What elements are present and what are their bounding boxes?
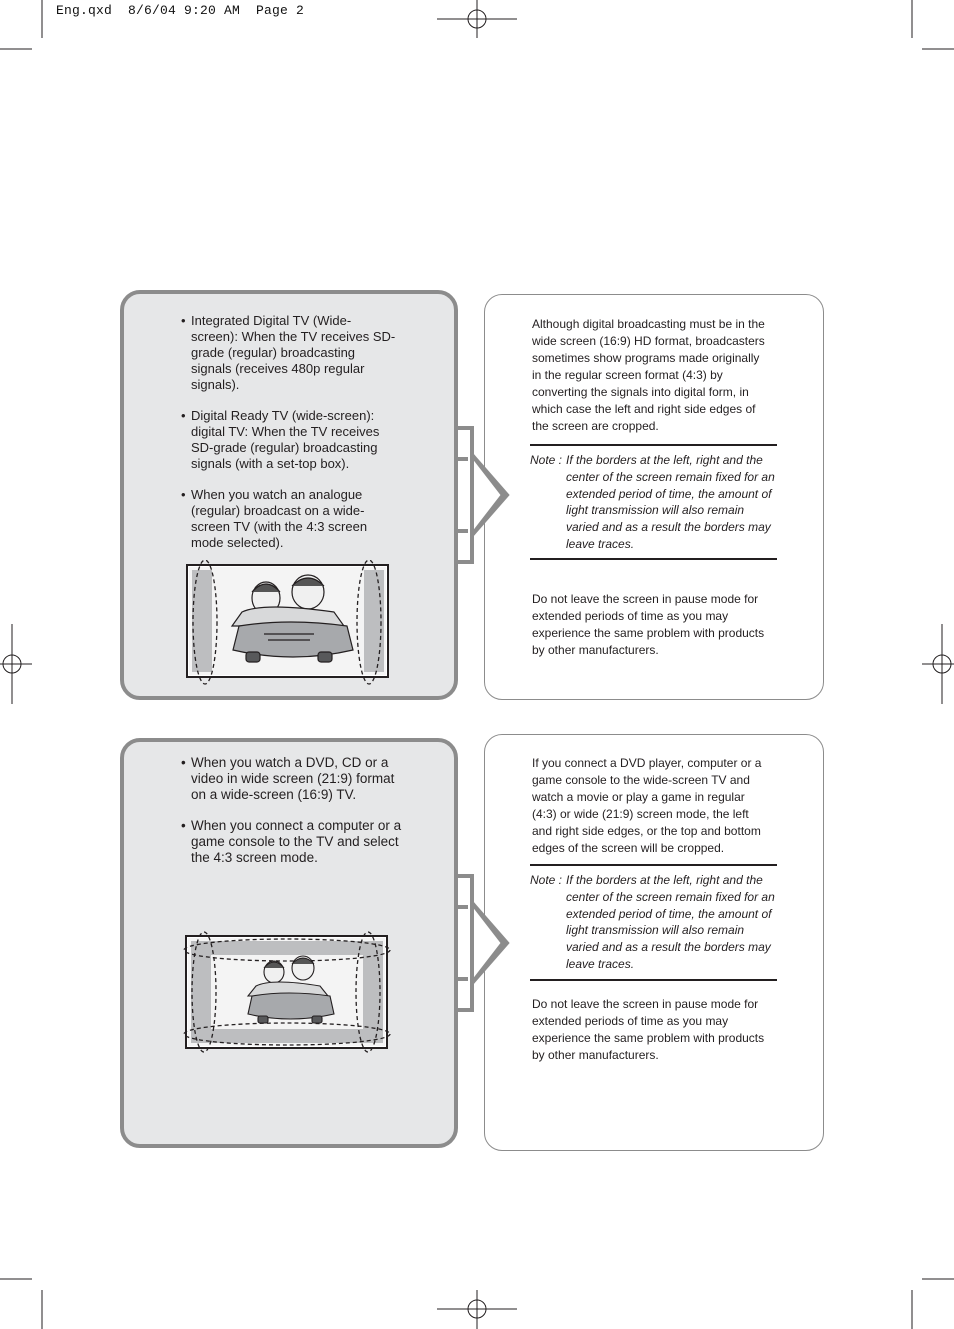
arrow-right-icon: [452, 425, 512, 565]
section1-body-text: Although digital broadcasting must be in the wide screen (16:9) HD format, broadcasters sometimes show programs made originally in the regular screen format (4:3) by converting the signals into digital form, in which case the left and right side edges of the screen are cropped.: [532, 317, 765, 433]
registration-mark-icon: [0, 624, 32, 704]
registration-mark-icon: [922, 624, 954, 704]
arrow-right-icon: [452, 873, 512, 1013]
list-item: • When you connect a computer or a game console to the TV and select the 4:3 screen mode.: [181, 818, 413, 866]
section1-note: [530, 444, 777, 560]
section2-note: [530, 864, 777, 981]
registration-mark-icon: [437, 1290, 517, 1329]
print-slug: Eng.qxd 8/6/04 9:20 AM Page 2: [56, 3, 305, 18]
section1-bullet-list: [181, 313, 396, 566]
tv-cartoon-couple-in-car-icon: [182, 930, 396, 1054]
note-label: Note :: [530, 873, 563, 887]
note-text: If the borders at the left, right and the center of the screen remain fixed for an extended period of time, the amount of light transmission will also remain varied and as a result the borders may leave traces.: [566, 873, 775, 971]
section2-pause-text: Do not leave the screen in pause mode for extended periods of time as you may experience the same problem with products by other manufacturers.: [532, 997, 765, 1062]
section2-bullet-list: [181, 755, 413, 881]
list-item: • Integrated Digital TV (Wide-screen): When the TV receives SD-grade (regular) broadcasting signals (receives 480p regular signals).: [181, 313, 396, 393]
list-item: • When you watch an analogue (regular) broadcast on a wide-screen TV (with the 4:3 screen mode selected).: [181, 487, 396, 551]
tv-cartoon-couple-in-car-icon: [184, 560, 394, 686]
note-label: Note :: [530, 453, 563, 467]
section2-body-text: If you connect a DVD player, computer or a game console to the wide-screen TV and watch a movie or play a game in regular (4:3) or wide (21:9) screen mode, the left and right side edges, or the top and bottom edges of the screen will be cropped.: [532, 756, 762, 855]
section1-pause-text: Do not leave the screen in pause mode for extended periods of time as you may experience the same problem with products by other manufacturers.: [532, 592, 765, 657]
note-text: If the borders at the left, right and the center of the screen remain fixed for an extended period of time, the amount of light transmission will also remain varied and as a result the borders may leave traces.: [566, 453, 775, 551]
list-item: • Digital Ready TV (wide-screen): digital TV: When the TV receives SD-grade (regular) broadcasting signals (with a set-top box).: [181, 408, 396, 472]
registration-mark-icon: [437, 0, 517, 38]
list-item: • When you watch a DVD, CD or a video in wide screen (21:9) format on a wide-screen (16:9) TV.: [181, 755, 413, 803]
